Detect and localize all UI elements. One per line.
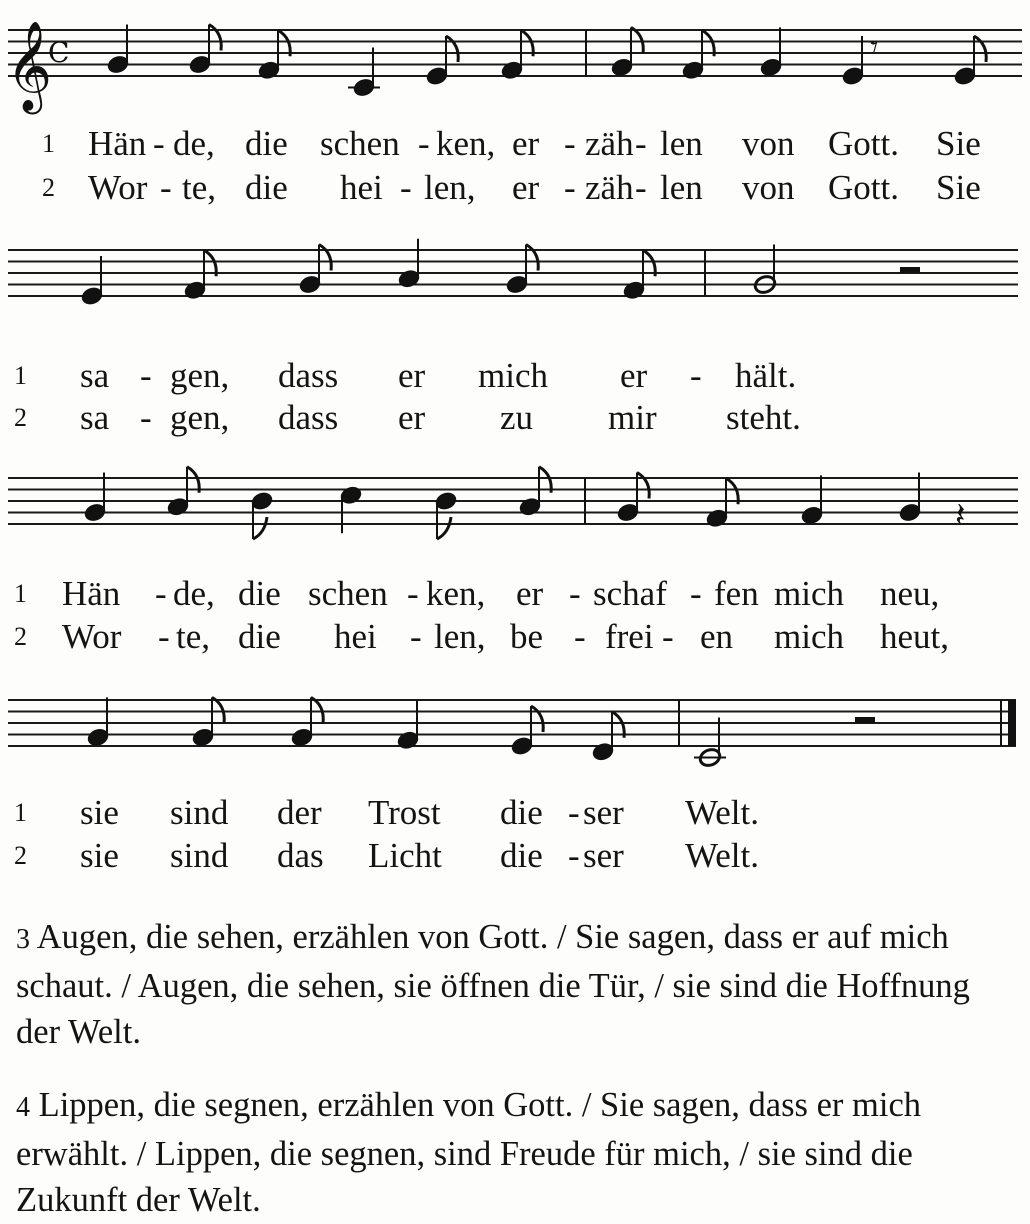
verse-number: 3 <box>16 924 30 955</box>
hyphen: - <box>635 168 647 207</box>
hyphen: - <box>158 617 170 656</box>
verse-4 <box>16 1082 1021 1223</box>
verse-number: 2 <box>14 841 27 870</box>
lyric-syllable: die <box>238 574 281 613</box>
lyric-syllable: Sie <box>936 124 981 163</box>
lyric-syllable: zu <box>500 398 534 437</box>
hyphen: - <box>569 574 581 613</box>
verse-number: 1 <box>42 129 55 158</box>
hyphen: - <box>568 793 580 832</box>
lyric-syllable: sie <box>80 836 119 875</box>
lyric-syllable: er <box>620 356 648 395</box>
lyric-syllable: te, <box>176 617 211 656</box>
lyric-syllable: die <box>245 168 288 207</box>
verse-number: 1 <box>14 579 27 608</box>
lyric-syllable: er <box>512 124 540 163</box>
lyric-line <box>0 356 1030 396</box>
lyric-syllable: len, <box>424 168 476 207</box>
lyric-syllable: Licht <box>368 836 442 875</box>
note-flag <box>974 36 986 62</box>
hyphen: - <box>410 617 422 656</box>
lyric-syllable: von <box>742 124 795 163</box>
eighth-rest-icon: 𝄾 <box>870 27 879 66</box>
hyphen: - <box>140 398 152 437</box>
note-flag <box>446 36 458 62</box>
lyric-syllable: schen <box>308 574 388 613</box>
hyphen: - <box>160 168 172 207</box>
hyphen: - <box>574 617 586 656</box>
lyric-syllable: mich <box>774 617 844 656</box>
note-flag <box>209 25 221 51</box>
lyric-syllable: ser <box>583 836 624 875</box>
lyric-syllable: er <box>512 168 540 207</box>
lyric-syllable: sa <box>80 356 110 395</box>
lyric-syllable: Welt. <box>685 793 759 832</box>
lyric-syllable: Sie <box>936 168 981 207</box>
verse-number: 4 <box>16 1092 30 1123</box>
lyric-syllable: die <box>245 124 288 163</box>
note-flag <box>212 697 224 723</box>
lyric-line <box>0 398 1030 438</box>
final-barline <box>1008 700 1016 746</box>
note-flag <box>631 27 643 53</box>
lyric-syllable: len <box>660 168 703 207</box>
hyphen: - <box>635 124 647 163</box>
hyphen: - <box>400 168 412 207</box>
half-rest <box>900 267 920 273</box>
lyric-line <box>0 793 1030 833</box>
note-flag <box>319 245 331 271</box>
lyric-syllable: das <box>277 836 324 875</box>
lyric-syllable: frei <box>605 617 654 656</box>
verse-3 <box>16 914 1021 1055</box>
lyric-syllable: mich <box>774 574 844 613</box>
lyric-syllable: neu, <box>880 574 940 613</box>
lyric-syllable: ser <box>583 793 624 832</box>
lyric-syllable: mir <box>608 398 657 437</box>
lyric-syllable: Wor <box>62 617 122 656</box>
note-flag <box>253 517 267 539</box>
lyric-syllable: de, <box>173 574 215 613</box>
hyphen: - <box>690 574 702 613</box>
lyric-syllable: zäh <box>585 168 634 207</box>
lyric-syllable: Hän <box>62 574 121 613</box>
lyric-syllable: gen, <box>170 356 230 395</box>
lyric-syllable: Welt. <box>685 836 759 875</box>
lyric-syllable: te, <box>182 168 217 207</box>
lyric-syllable: ken, <box>426 574 486 613</box>
quarter-rest-icon: 𝄽 <box>955 495 966 536</box>
hyphen: - <box>564 168 576 207</box>
verse-number: 1 <box>14 361 27 390</box>
lyric-line <box>0 617 1030 657</box>
half-rest <box>855 717 875 723</box>
note-flag <box>526 245 538 271</box>
lyric-syllable: die <box>500 836 543 875</box>
lyric-syllable: Gott. <box>828 124 899 163</box>
hyphen: - <box>662 617 674 656</box>
verse-text: Augen, die sehen, erzählen von Gott. / Sie sagen, dass er auf mich schaut. / Augen, die sehen, sie öffnen die Tür, / sie sind die Hoffnung der Welt. <box>16 918 970 1051</box>
lyric-syllable: heut, <box>880 617 950 656</box>
lyric-syllable: len <box>660 124 703 163</box>
verse-number: 2 <box>14 403 27 432</box>
lyric-syllable: fen <box>714 574 759 613</box>
treble-clef-icon: 𝄞 <box>6 21 53 111</box>
lyric-syllable: sie <box>80 793 119 832</box>
lyric-syllable: be <box>510 617 544 656</box>
lyric-syllable: hei <box>340 168 383 207</box>
lyric-line <box>0 168 1030 208</box>
verse-number: 2 <box>42 173 55 202</box>
note-flag <box>531 706 543 732</box>
lyric-syllable: hei <box>334 617 377 656</box>
lyric-syllable: en <box>700 617 734 656</box>
lyric-syllable: die <box>238 617 281 656</box>
note-flag <box>437 517 451 539</box>
lyric-syllable: de, <box>173 124 215 163</box>
verse-number: 1 <box>14 798 27 827</box>
lyric-syllable: von <box>742 168 795 207</box>
hyphen: - <box>564 124 576 163</box>
lyric-syllable: ken, <box>436 124 496 163</box>
lyric-syllable: Gott. <box>828 168 899 207</box>
lyric-syllable: sind <box>170 836 229 875</box>
verse-number: 2 <box>14 622 27 651</box>
lyric-syllable: die <box>500 793 543 832</box>
lyric-syllable: der <box>277 793 322 832</box>
lyric-line <box>0 124 1030 164</box>
lyric-syllable: steht. <box>726 398 801 437</box>
hyphen: - <box>418 124 430 163</box>
lyric-syllable: Trost <box>368 793 441 832</box>
lyric-syllable: Wor <box>88 168 148 207</box>
hyphen: - <box>690 356 702 395</box>
time-signature: C <box>48 36 70 69</box>
hyphen: - <box>155 574 167 613</box>
lyric-syllable: schen <box>320 124 400 163</box>
lyric-syllable: gen, <box>170 398 230 437</box>
lyric-syllable: sind <box>170 793 229 832</box>
note-flag <box>637 473 649 499</box>
lyric-syllable: zäh <box>585 124 634 163</box>
lyric-line <box>0 836 1030 876</box>
lyric-syllable: er <box>398 356 426 395</box>
lyric-syllable: len, <box>434 617 486 656</box>
lyric-syllable: dass <box>278 398 339 437</box>
lyric-syllable: hält. <box>735 356 797 395</box>
verse-text: Lippen, die segnen, erzählen von Gott. / Sie sagen, dass er mich erwählt. / Lippen, die segnen, sind Freude für mich, / sie sind die Zukunft der Welt. <box>16 1086 922 1219</box>
lyric-syllable: schaf <box>593 574 667 613</box>
hyphen: - <box>407 574 419 613</box>
hyphen: - <box>568 836 580 875</box>
lyric-syllable: er <box>516 574 544 613</box>
lyric-syllable: er <box>398 398 426 437</box>
lyric-syllable: mich <box>478 356 548 395</box>
note-flag <box>311 697 323 723</box>
lyric-syllable: sa <box>80 398 110 437</box>
lyric-syllable: dass <box>278 356 339 395</box>
hyphen: - <box>140 356 152 395</box>
lyric-syllable: Hän <box>88 124 147 163</box>
lyric-line <box>0 574 1030 614</box>
hyphen: - <box>153 124 165 163</box>
